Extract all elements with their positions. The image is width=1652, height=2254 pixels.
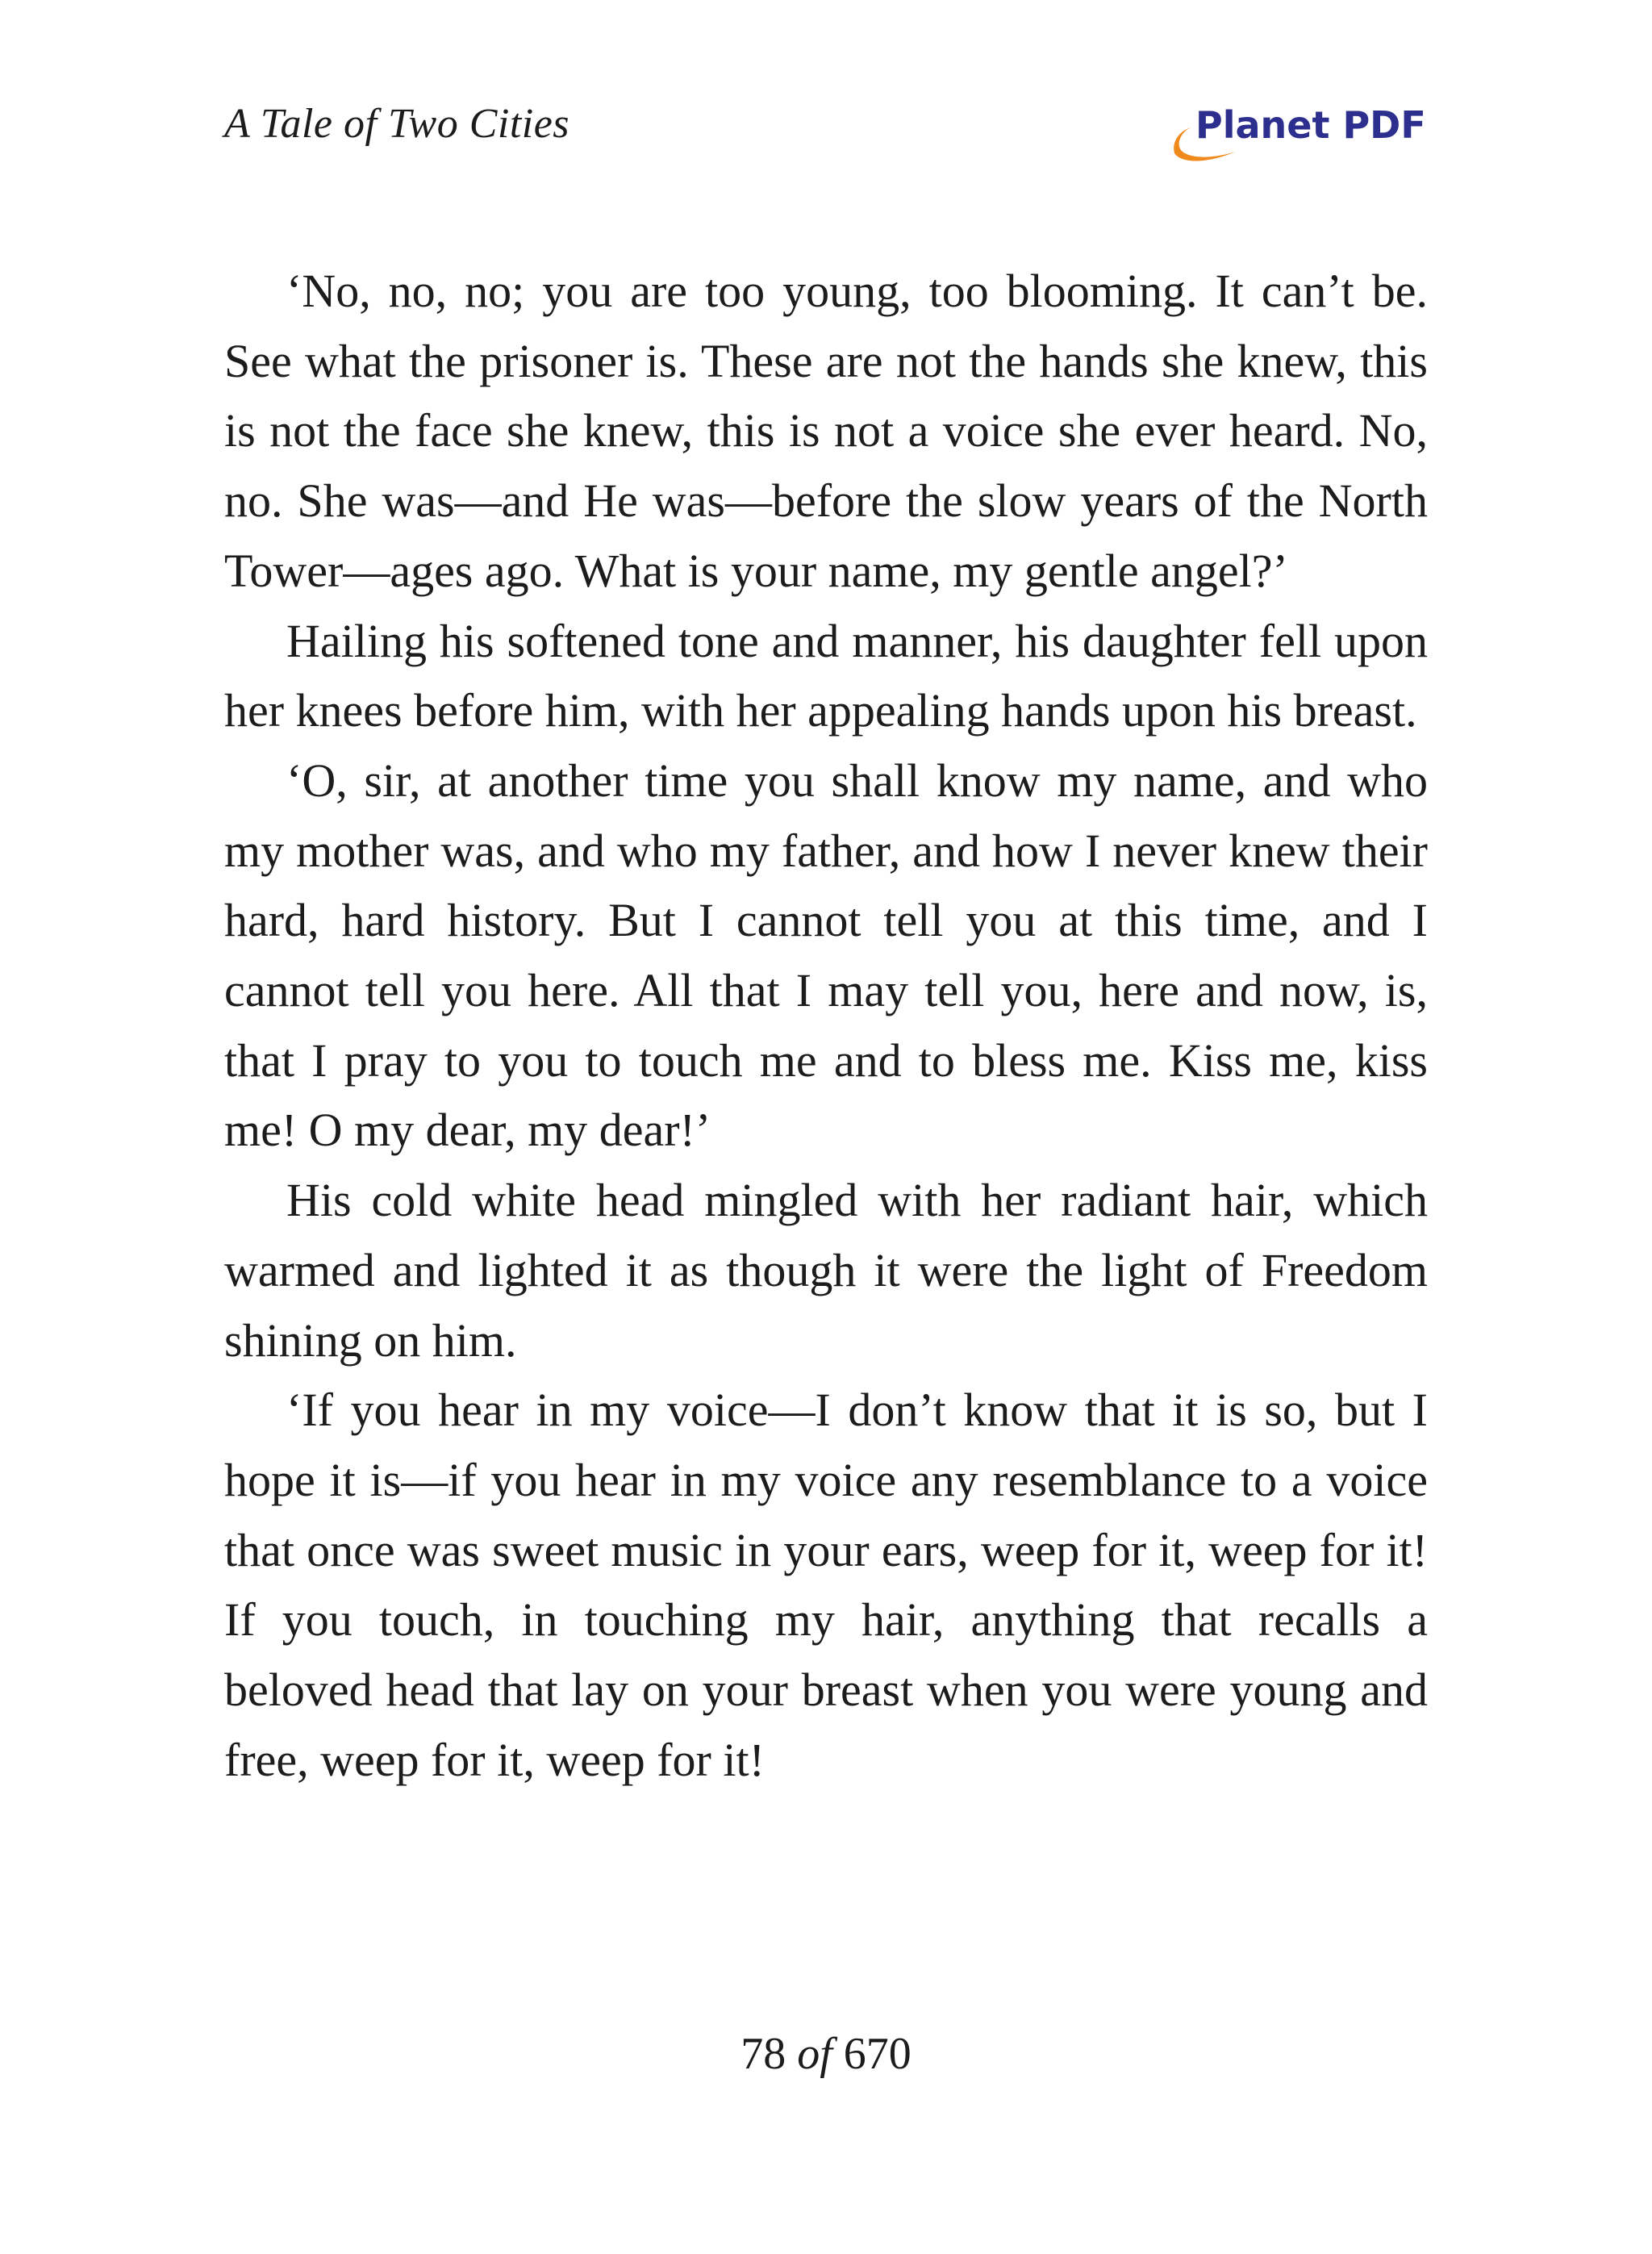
book-title: A Tale of Two Cities (224, 101, 570, 147)
page-header (0, 0, 1652, 186)
paragraph: Hailing his softened tone and manner, his daughter fell upon her knees before him, with her appealing hands upon his breast. (224, 614, 1428, 737)
planet-pdf-logo (1170, 103, 1426, 168)
of-word: of (797, 2029, 832, 2079)
paragraph: ‘No, no, no; you are too young, too blooming. It can’t be. See what the prisoner is. These are not the hands she knew, this is not the face she knew, this is not a voice she ever heard. No, no. She was—and He was—before the slow years of the North Tower—ages ago. What is your name, my gentle angel?’ (224, 265, 1428, 597)
logo-text: Planet PDF (1195, 103, 1426, 147)
paragraph: His cold white head mingled with her radiant hair, which warmed and lighted it as though it were the light of Freedom shining on him. (224, 1174, 1428, 1367)
total-pages: 670 (843, 2029, 912, 2079)
current-page: 78 (740, 2029, 786, 2079)
book-text (224, 257, 1428, 1795)
paragraph: ‘If you hear in my voice—I don’t know that it is so, but I hope it is—if you hear in my voice any resemblance to a voice that once was sweet music in your ears, weep for it, weep for it! If you touch, in touching my hair, anything that recalls a beloved head that lay on your breast when you were young and free, weep for it, weep for it! (224, 1384, 1428, 1786)
page-number (0, 2031, 1652, 2077)
paragraph: ‘O, sir, at another time you shall know my name, and who my mother was, and who my father, and how I never knew their hard, hard history. But I cannot tell you at this time, and I cannot tell you here. All that I may tell you, here and now, is, that I pray to you to touch me and to bless me. Kiss me, kiss me! O my dear, my dear!’ (224, 753, 1428, 1157)
